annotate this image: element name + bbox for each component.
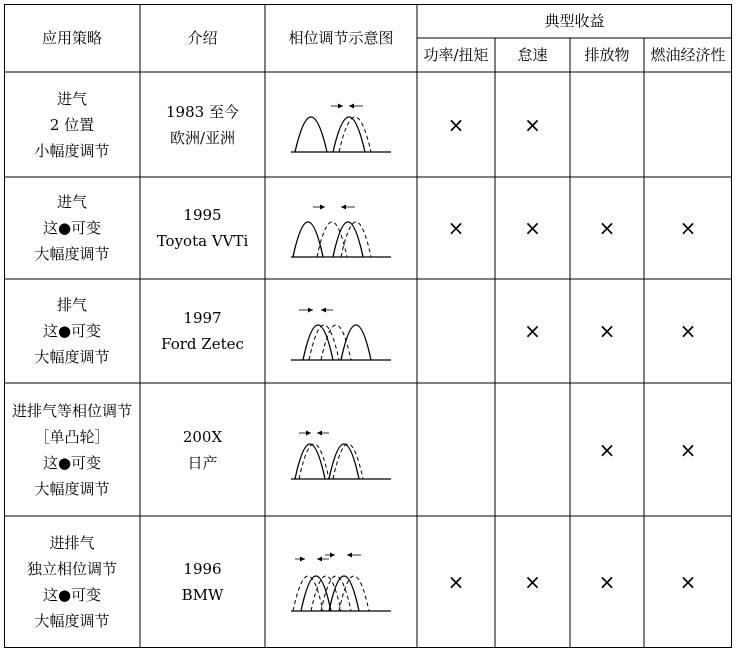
row5-phase-diagram xyxy=(281,547,401,617)
row4-intro-maker: 日产 xyxy=(187,453,218,472)
row5-mark-emissions: × xyxy=(598,570,616,594)
header-power-torque: 功率/扭矩 xyxy=(423,46,489,64)
row3-strategy-line3: 大幅度调节 xyxy=(34,348,110,366)
row1-strategy-line2: 2 位置 xyxy=(49,115,95,134)
row3-strategy-line1: 排气 xyxy=(56,296,87,314)
row5-mark-fuel: × xyxy=(679,570,697,594)
row5-strategy-line2: 独立相位调节 xyxy=(26,560,117,578)
header-strategy: 应用策略 xyxy=(41,29,102,47)
row5-intro xyxy=(140,516,265,648)
row1-phase-diagram xyxy=(281,90,401,160)
row1-strategy-line1: 进气 xyxy=(56,89,87,108)
row4-mark-idle xyxy=(495,383,570,516)
row5-strategy-line4: 大幅度调节 xyxy=(34,612,110,630)
row1-strategy xyxy=(4,72,140,177)
row2-mark-idle: × xyxy=(524,216,541,240)
header-intro: 介绍 xyxy=(187,29,218,47)
row5-mark-idle: × xyxy=(524,570,541,594)
row1-mark-fuel xyxy=(644,72,732,177)
row4-intro-year: 200X xyxy=(182,427,223,446)
row1-mark-emissions xyxy=(570,72,644,177)
row4-diagram xyxy=(265,383,417,516)
row3-phase-diagram xyxy=(281,296,401,366)
row1-strategy-line3: 小幅度调节 xyxy=(34,141,110,160)
row5-intro-maker: BMW xyxy=(181,586,224,604)
row5-mark-power: × xyxy=(447,570,465,594)
row3-diagram xyxy=(265,279,417,383)
row4-phase-diagram xyxy=(281,415,401,485)
row1-intro-year: 1983 至今 xyxy=(166,102,239,121)
row1-intro xyxy=(140,72,265,177)
row2-mark-emissions: × xyxy=(598,216,616,240)
row2-intro xyxy=(140,177,265,279)
row2-strategy-line2: 这●可变 xyxy=(42,219,102,237)
row4-strategy-line3: 这●可变 xyxy=(42,453,102,472)
row2-diagram xyxy=(265,177,417,279)
row3-mark-emissions: × xyxy=(598,319,616,343)
row4-strategy xyxy=(4,383,140,516)
row3-intro-year: 1997 xyxy=(183,309,222,327)
header-emissions: 排放物 xyxy=(584,46,630,64)
row1-mark-power: × xyxy=(447,112,465,137)
row2-strategy-line1: 进气 xyxy=(56,193,87,211)
row2-intro-year: 1995 xyxy=(183,206,222,224)
row4-strategy-line1: 进排气等相位调节 xyxy=(11,401,132,420)
comparison-table xyxy=(4,4,732,648)
row3-mark-power xyxy=(417,279,495,383)
row3-mark-idle: × xyxy=(524,319,541,343)
row2-mark-fuel: × xyxy=(679,216,697,240)
row2-mark-power: × xyxy=(447,216,465,240)
row1-intro-region: 欧洲/亚洲 xyxy=(169,128,236,147)
row5-diagram xyxy=(265,516,417,648)
row2-intro-model: Toyota VVTi xyxy=(156,232,249,250)
row5-strategy xyxy=(4,516,140,648)
row2-strategy xyxy=(4,177,140,279)
row4-strategy-line4: 大幅度调节 xyxy=(34,479,110,498)
row2-strategy-line3: 大幅度调节 xyxy=(34,245,110,263)
row3-intro-model: Ford Zetec xyxy=(161,335,244,353)
row3-strategy xyxy=(4,279,140,383)
row2-phase-diagram xyxy=(281,193,401,263)
header-benefits: 典型收益 xyxy=(544,12,605,30)
row1-mark-idle: × xyxy=(524,112,541,137)
row1-diagram xyxy=(265,72,417,177)
row4-mark-fuel: × xyxy=(679,437,697,462)
row5-intro-year: 1996 xyxy=(183,560,222,578)
header-diagram: 相位调节示意图 xyxy=(288,29,394,47)
row4-mark-emissions: × xyxy=(598,437,616,462)
row4-intro xyxy=(140,383,265,516)
row3-strategy-line2: 这●可变 xyxy=(42,322,102,340)
row3-mark-fuel: × xyxy=(679,319,697,343)
row3-intro xyxy=(140,279,265,383)
row5-strategy-line1: 进排气 xyxy=(49,534,95,552)
row4-strategy-line2: ［单凸轮］ xyxy=(34,427,110,446)
header-idle: 怠速 xyxy=(517,46,548,64)
header-fuel-economy: 燃油经济性 xyxy=(650,46,726,64)
row4-mark-power xyxy=(417,383,495,516)
row5-strategy-line3: 这●可变 xyxy=(42,586,102,604)
